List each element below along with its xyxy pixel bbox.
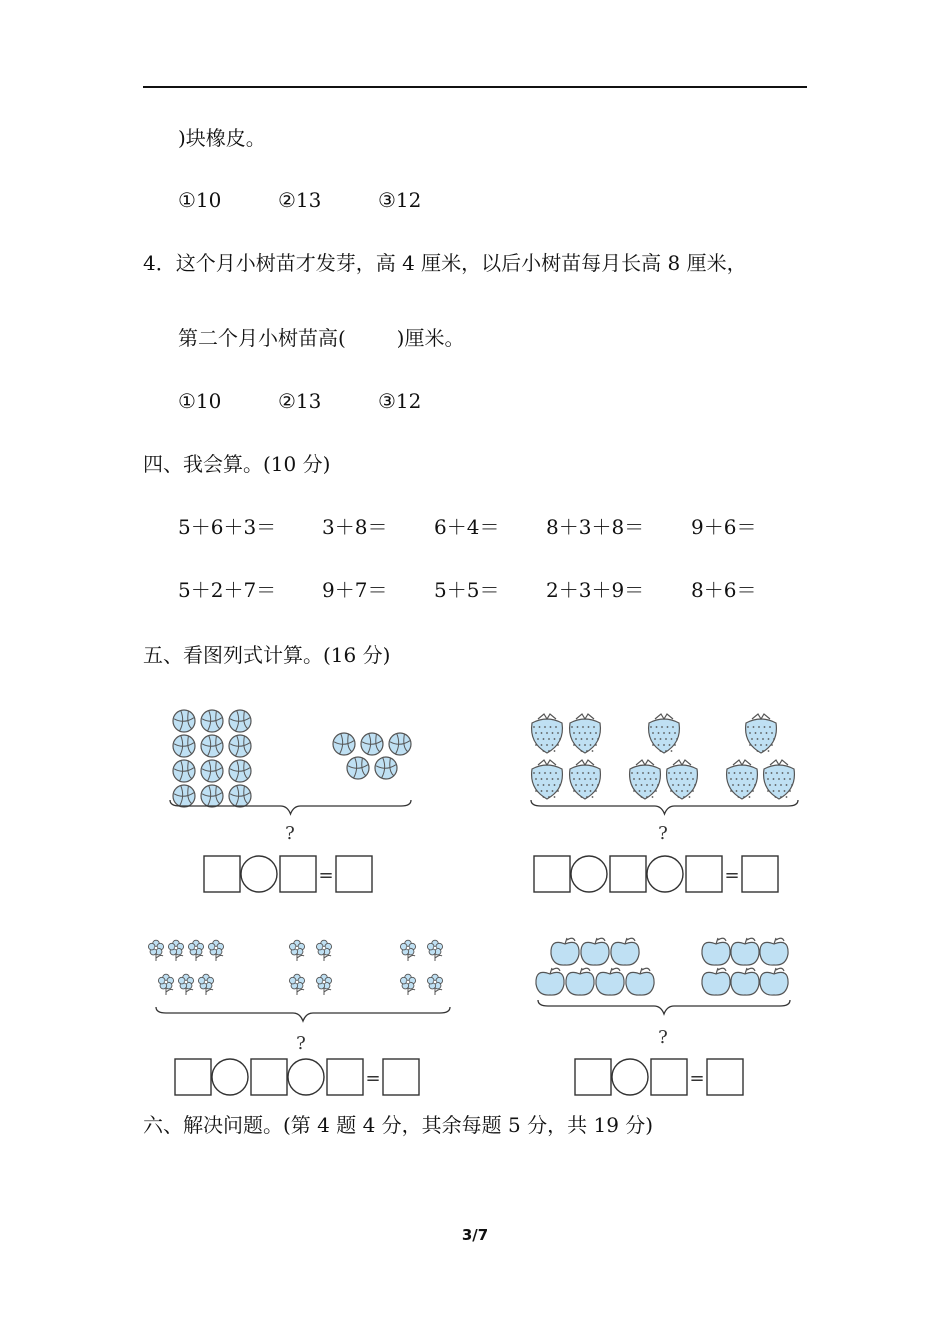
strawberry-icon: [570, 760, 601, 799]
question-mark: ?: [285, 823, 295, 844]
strawberry-icon: [727, 760, 758, 799]
volleyball-icon: [173, 710, 195, 732]
calc-item: 8＋6＝: [691, 578, 757, 602]
strawberry-icon: [764, 760, 795, 799]
answer-box[interactable]: [280, 856, 316, 892]
question-mark: ?: [658, 1027, 668, 1048]
volleyball-icon: [201, 785, 223, 807]
strawberry-icon: [630, 760, 661, 799]
q3-option-1: ①10: [178, 188, 222, 212]
page-number: 3/7: [461, 1226, 489, 1244]
apple-icon: [536, 968, 564, 995]
operator-circle[interactable]: [571, 856, 607, 892]
q3-option-2: ②13: [278, 188, 322, 212]
q3-option-3: ③12: [378, 188, 422, 212]
answer-box[interactable]: [742, 856, 778, 892]
equals-sign: =: [365, 1068, 381, 1089]
flower-icon: [400, 940, 415, 961]
flower-icon: [316, 974, 331, 995]
problem-volleyball: [170, 710, 411, 892]
operator-circle[interactable]: [612, 1059, 648, 1095]
strawberry-icon: [570, 714, 601, 753]
operator-circle[interactable]: [241, 856, 277, 892]
calc-item: 6＋4＝: [434, 515, 500, 539]
answer-box[interactable]: [336, 856, 372, 892]
strawberry-icon: [667, 760, 698, 799]
volleyball-icon: [173, 735, 195, 757]
volleyball-icon: [229, 785, 251, 807]
question-mark: ?: [296, 1033, 306, 1054]
calc-item: 8＋3＋8＝: [546, 515, 645, 539]
answer-box[interactable]: [686, 856, 722, 892]
volleyball-icon: [375, 757, 397, 779]
q4-line1: 4．这个月小树苗才发芽，高 4 厘米，以后小树苗每月长高 8 厘米，: [143, 251, 747, 275]
equals-sign: =: [689, 1068, 705, 1089]
answer-box[interactable]: [707, 1059, 743, 1095]
calc-item: 2＋3＋9＝: [546, 578, 645, 602]
answer-box[interactable]: [327, 1059, 363, 1095]
q4-option-2: ②13: [278, 389, 322, 413]
brace: [538, 1000, 790, 1014]
apple-icon: [566, 968, 594, 995]
calc-item: 9＋6＝: [691, 515, 757, 539]
apple-icon: [760, 968, 788, 995]
volleyball-icon: [333, 733, 355, 755]
calc-item: 3＋8＝: [322, 515, 388, 539]
q3-tail: )块橡皮。: [178, 126, 266, 150]
calc-item: 5＋5＝: [434, 578, 500, 602]
apple-icon: [702, 938, 730, 965]
flower-icon: [427, 974, 442, 995]
strawberry-icon: [532, 714, 563, 753]
flower-icon: [148, 940, 163, 961]
apple-icon: [581, 938, 609, 965]
apple-icon: [702, 968, 730, 995]
flower-icon: [158, 974, 173, 995]
volleyball-icon: [229, 760, 251, 782]
volleyball-icon: [229, 710, 251, 732]
equals-sign: =: [318, 865, 334, 886]
volleyball-icon: [201, 735, 223, 757]
q4-option-3: ③12: [378, 389, 422, 413]
flower-icon: [427, 940, 442, 961]
volleyball-icon: [389, 733, 411, 755]
apple-icon: [596, 968, 624, 995]
apple-icon: [551, 938, 579, 965]
operator-circle[interactable]: [288, 1059, 324, 1095]
volleyball-icon: [201, 710, 223, 732]
section6-title: 六、解决问题。(第 4 题 4 分，其余每题 5 分，共 19 分): [143, 1113, 654, 1137]
apple-icon: [760, 938, 788, 965]
calc-item: 5＋2＋7＝: [178, 578, 277, 602]
flower-icon: [168, 940, 183, 961]
answer-box[interactable]: [251, 1059, 287, 1095]
equals-sign: =: [724, 865, 740, 886]
answer-box[interactable]: [534, 856, 570, 892]
brace: [531, 800, 798, 814]
answer-box[interactable]: [651, 1059, 687, 1095]
flower-icon: [188, 940, 203, 961]
answer-box[interactable]: [575, 1059, 611, 1095]
flower-icon: [178, 974, 193, 995]
q4-line2: 第二个月小树苗高( )厘米。: [178, 326, 465, 350]
operator-circle[interactable]: [212, 1059, 248, 1095]
q4-option-1: ①10: [178, 389, 222, 413]
strawberry-icon: [649, 714, 680, 753]
flower-icon: [289, 940, 304, 961]
flower-icon: [400, 974, 415, 995]
calc-item: 5＋6＋3＝: [178, 515, 277, 539]
flower-icon: [316, 940, 331, 961]
flower-icon: [208, 940, 223, 961]
strawberry-icon: [532, 760, 563, 799]
section5-title: 五、看图列式计算。(16 分): [143, 643, 391, 667]
apple-icon: [731, 968, 759, 995]
answer-box[interactable]: [175, 1059, 211, 1095]
answer-box[interactable]: [383, 1059, 419, 1095]
answer-box[interactable]: [610, 856, 646, 892]
calc-item: 9＋7＝: [322, 578, 388, 602]
volleyball-icon: [173, 785, 195, 807]
strawberry-icon: [746, 714, 777, 753]
flower-icon: [289, 974, 304, 995]
volleyball-icon: [229, 735, 251, 757]
question-mark: ?: [658, 823, 668, 844]
problem-flower: [148, 940, 450, 1095]
answer-box[interactable]: [204, 856, 240, 892]
volleyball-icon: [201, 760, 223, 782]
apple-icon: [611, 938, 639, 965]
operator-circle[interactable]: [647, 856, 683, 892]
problem-strawberry: [531, 714, 798, 892]
apple-icon: [731, 938, 759, 965]
section4-title: 四、我会算。(10 分): [143, 452, 331, 476]
volleyball-icon: [361, 733, 383, 755]
brace: [156, 1007, 450, 1021]
volleyball-icon: [173, 760, 195, 782]
problem-apple: [536, 938, 790, 1095]
apple-icon: [626, 968, 654, 995]
volleyball-icon: [347, 757, 369, 779]
flower-icon: [198, 974, 213, 995]
